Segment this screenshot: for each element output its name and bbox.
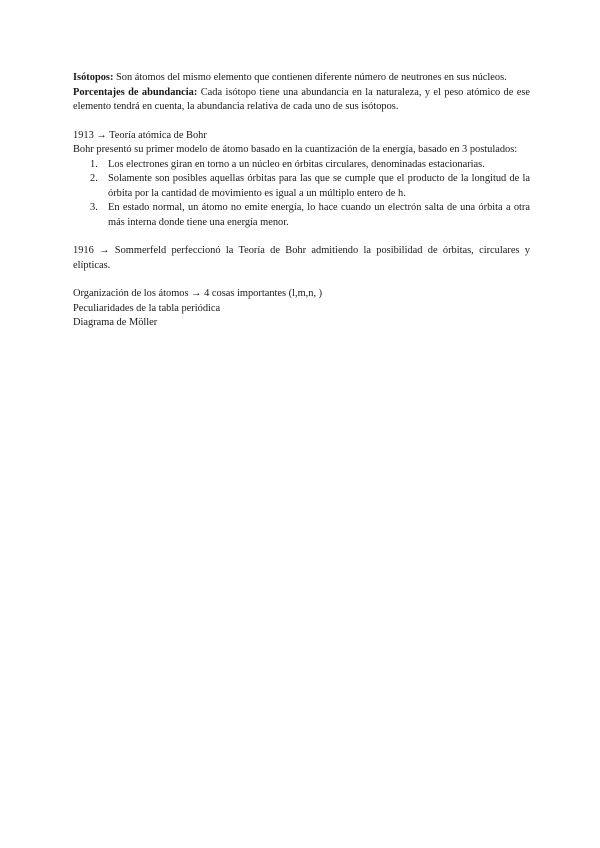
list-item-number: 3. xyxy=(90,202,98,213)
sommerfeld-paragraph: 1916 → Sommerfeld perfeccionó la Teoría de Bohr admitiendo la posibilidad de órbitas, circulares y elípticas. xyxy=(73,245,530,271)
abundancia-term: Porcentajes de abundancia: xyxy=(73,86,198,98)
abundancia-paragraph xyxy=(73,86,530,115)
list-item-number: 2. xyxy=(90,173,98,184)
isotopos-definition: Son átomos del mismo elemento que contienen diferente número de neutrones en sus núcleos. xyxy=(113,72,507,83)
list-item xyxy=(73,201,530,230)
list-item-text: Los electrones giran en torno a un núcleo en órbitas circulares, denominadas estacionarias. xyxy=(108,158,485,170)
peculiaridades-note: Peculiaridades de la tabla periódica xyxy=(73,302,221,314)
list-item-text: En estado normal, un átomo no emite energía, lo hace cuando un electrón salta de una órbita a otra más interna donde tiene una energía menor. xyxy=(108,202,530,228)
document-page xyxy=(73,71,530,331)
bohr-postulates-list xyxy=(73,158,530,231)
list-item-number: 1. xyxy=(90,158,98,170)
isotopos-term: Isótopos: xyxy=(73,72,114,83)
bohr-intro: Bohr presentó su primer modelo de átomo basado en la cuantización de la energía, basado en 3 postulados: xyxy=(73,144,518,155)
isotopos-paragraph xyxy=(73,71,530,86)
list-item xyxy=(73,158,530,173)
abundancia-definition: Cada isótopo tiene una abundancia en la naturaleza, y el peso atómico de ese elemento tendrá en cuenta, la abundancia relativa de cada uno de sus isótopos. xyxy=(73,86,531,112)
bohr-heading: 1913 → Teoría atómica de Bohr xyxy=(73,129,207,141)
list-item-text: Solamente son posibles aquellas órbitas para las que se cumple que el producto de la longitud de la órbita por la cantidad de movimiento es igual a un múltiplo entero de h. xyxy=(108,173,530,199)
organizacion-note: Organización de los átomos → 4 cosas importantes (l,m,n, ) xyxy=(73,288,323,299)
list-item xyxy=(73,172,530,201)
diagrama-note: Diagrama de Möller xyxy=(73,317,158,328)
